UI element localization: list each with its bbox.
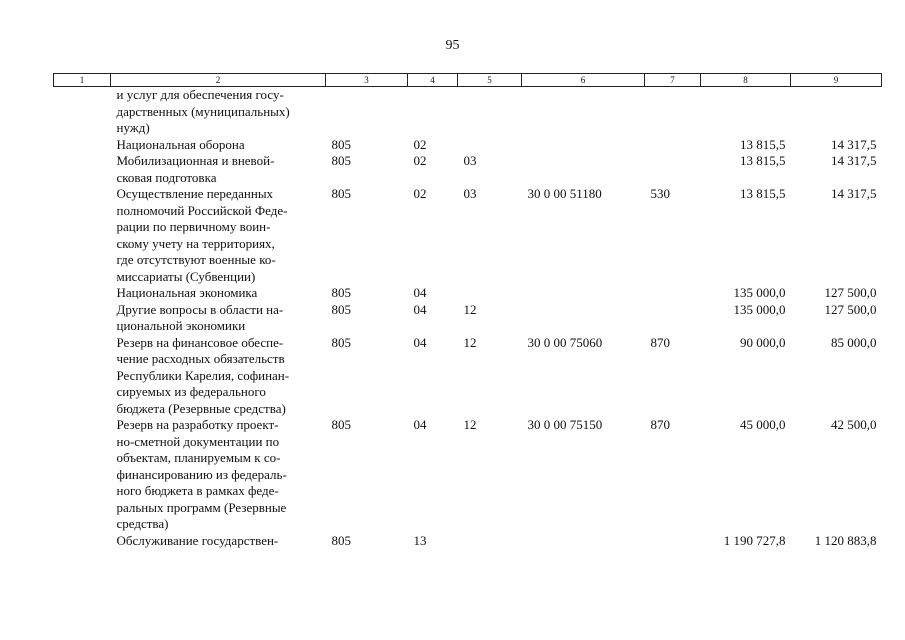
item-name: Мобилизационная и вневой- сковая подготовка	[116, 153, 275, 185]
expense-type-code: 870	[650, 417, 670, 432]
column-number-header-row	[54, 74, 882, 87]
expense-type-code	[645, 87, 701, 137]
row-number-cell	[54, 417, 111, 533]
expense-type-code	[645, 285, 701, 302]
row-number-cell	[54, 335, 111, 418]
target-article-code: 30 0 00 51180	[527, 186, 602, 201]
column-header: 4	[408, 74, 458, 87]
row-number-cell	[54, 137, 111, 154]
row-number-cell	[54, 285, 111, 302]
expense-type-code: 870	[650, 334, 670, 350]
subsection-code: 03	[463, 186, 477, 201]
target-article-code	[522, 285, 645, 302]
item-name: Осуществление переданных полномочий Российской Феде- рации по первичному воин- скому учету на территориях, где отсутствуют военные ко- миссариаты (Субвенции)	[116, 186, 288, 284]
ministry-code: 805	[331, 153, 351, 168]
item-name: Национальная оборона	[116, 136, 245, 152]
table-row	[54, 533, 882, 550]
item-name: и услуг для обеспечения госу- дарственных (муниципальных) нужд)	[116, 87, 290, 135]
column-header: 6	[522, 74, 645, 87]
table-row	[54, 335, 882, 418]
column-header: 2	[111, 74, 326, 87]
row-number-cell	[54, 186, 111, 285]
subsection-code	[458, 533, 522, 550]
target-article-code	[522, 533, 645, 550]
subsection-code: 12	[463, 334, 477, 350]
ministry-code: 805	[331, 417, 351, 432]
table-row	[54, 87, 882, 137]
target-article-code: 30 0 00 75060	[527, 334, 603, 350]
amount-year-1: 13 815,5	[740, 186, 786, 201]
column-header: 9	[791, 74, 882, 87]
target-article-code	[522, 302, 645, 335]
section-code: 04	[413, 334, 427, 350]
amount-year-2	[791, 87, 882, 137]
ministry-code: 805	[331, 136, 351, 152]
amount-year-2: 14 317,5	[831, 136, 877, 152]
amount-year-2: 42 500,0	[831, 417, 877, 432]
amount-year-2: 14 317,5	[831, 186, 877, 201]
ministry-code: 805	[331, 301, 351, 317]
row-number-cell	[54, 302, 111, 335]
row-number-cell	[54, 87, 111, 137]
table-row	[54, 417, 882, 533]
column-header: 5	[458, 74, 522, 87]
subsection-code	[458, 285, 522, 302]
expense-type-code	[645, 153, 701, 186]
table-body	[54, 87, 882, 550]
table-row	[54, 186, 882, 285]
table-row	[54, 285, 882, 302]
ministry-code	[326, 87, 408, 137]
column-header: 8	[701, 74, 791, 87]
section-code: 04	[413, 285, 427, 300]
item-name: Резерв на разработку проект- но-сметной документации по объектам, планируемым к со- финансированию из федераль- ного бюджета в рамках феде- ральных программ (Резервные средства)	[116, 417, 287, 531]
amount-year-2: 14 317,5	[831, 153, 877, 168]
section-code: 04	[413, 301, 427, 317]
page-number: 95	[445, 38, 460, 53]
target-article-code	[522, 87, 645, 137]
target-article-code	[522, 153, 645, 186]
section-code	[408, 87, 458, 137]
amount-year-2: 127 500,0	[824, 285, 877, 300]
amount-year-1: 135 000,0	[733, 285, 786, 300]
table-row	[54, 302, 882, 335]
column-header: 7	[645, 74, 701, 87]
ministry-code: 805	[331, 532, 351, 548]
budget-table	[53, 73, 882, 549]
expense-type-code	[645, 302, 701, 335]
target-article-code	[522, 137, 645, 154]
amount-year-2: 85 000,0	[831, 334, 877, 350]
expense-type-code: 530	[650, 186, 670, 201]
target-article-code: 30 0 00 75150	[527, 417, 603, 432]
amount-year-1: 13 815,5	[740, 136, 786, 152]
table-row	[54, 153, 882, 186]
section-code: 02	[413, 153, 427, 168]
amount-year-1	[701, 87, 791, 137]
subsection-code	[458, 87, 522, 137]
amount-year-2: 127 500,0	[824, 301, 877, 317]
subsection-code: 12	[463, 301, 477, 317]
amount-year-1: 45 000,0	[740, 417, 786, 432]
item-name: Национальная экономика	[116, 285, 258, 300]
item-name: Резерв на финансовое обеспе- чение расходных обязательств Республики Карелия, софинан- сируемых из федерального бюджета (Резервные средства)	[116, 334, 290, 416]
expense-type-code	[645, 137, 701, 154]
column-header: 3	[326, 74, 408, 87]
ministry-code: 805	[331, 285, 351, 300]
expense-type-code	[645, 533, 701, 550]
section-code: 02	[413, 186, 427, 201]
section-code: 13	[413, 532, 427, 548]
amount-year-1: 135 000,0	[733, 301, 786, 317]
amount-year-1: 13 815,5	[740, 153, 786, 168]
subsection-code	[458, 137, 522, 154]
amount-year-1: 90 000,0	[740, 334, 786, 350]
ministry-code: 805	[331, 334, 351, 350]
amount-year-1: 1 190 727,8	[723, 532, 786, 548]
subsection-code: 03	[463, 153, 477, 168]
amount-year-2: 1 120 883,8	[814, 532, 877, 548]
row-number-cell	[54, 533, 111, 550]
section-code: 04	[413, 417, 427, 432]
item-name: Другие вопросы в области на- циональной экономики	[116, 301, 284, 333]
item-name: Обслуживание государствен-	[116, 532, 279, 548]
subsection-code: 12	[463, 417, 477, 432]
table-row	[54, 137, 882, 154]
column-header: 1	[54, 74, 111, 87]
row-number-cell	[54, 153, 111, 186]
ministry-code: 805	[331, 186, 351, 201]
section-code: 02	[413, 136, 427, 152]
